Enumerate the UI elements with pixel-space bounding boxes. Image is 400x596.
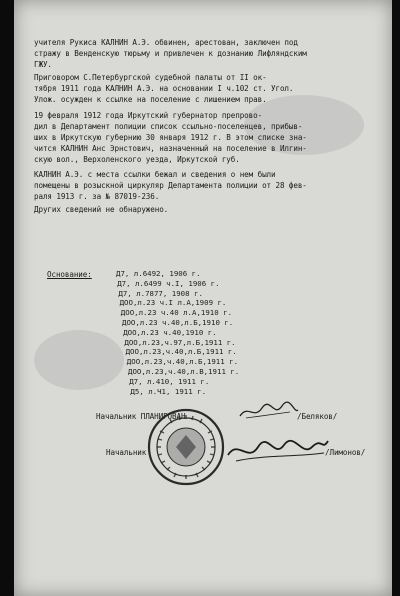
body-text-line: чится КАЛНИН Анс Эрнстович, назначенный на поселение в Илгин- — [34, 144, 307, 153]
basis-reference: ДОО,л.23,ч.40,л.Б,1911 г. — [125, 347, 237, 357]
round-seal-stamp — [146, 407, 226, 487]
body-text-line: дил в Департамент полиции список ссыльно-поселенцев, прибыв- — [34, 122, 303, 131]
signatory-name-2: /Лимонов/ — [325, 448, 366, 457]
basis-reference: ДОО,л.23 ч.40,л.Б,1910 г. — [122, 318, 234, 327]
basis-reference: ДОО,л.23 ч.40 л.А,1910 г. — [120, 308, 233, 318]
body-text-line: Улож. осужден к ссылке на поселение с лишением прав. — [34, 95, 267, 104]
body-text-line: скую вол., Верхоленского уезда, Иркутской губ. — [34, 155, 240, 164]
signatory-title-1: Начальник ПЛАНИРОВАН — [96, 412, 186, 421]
body-text-line: стражу в Венденскую тюрьму и привлечен к дознанию Лифляндским — [34, 49, 307, 58]
body-text-line: тября 1911 года КАЛНИН А.Э. на основании I ч.102 ст. Угол. — [34, 84, 294, 93]
basis-reference: Д5, л.Ч1, 1911 г. — [130, 386, 207, 396]
basis-reference: Д7, л.6499 ч.I, 1906 г. — [117, 278, 220, 288]
basis-reference: ДОО,л.23,ч.40,л.В,1911 г. — [128, 367, 240, 376]
signatory-name-1: /Беляков/ — [297, 412, 338, 421]
basis-reference: Д7, л.7877, 1908 г. — [118, 288, 203, 298]
body-text-line: 19 февраля 1912 года Иркутский губернатор препрово- — [34, 111, 263, 120]
basis-reference: ДОО,л.23 ч.40,1910 г. — [123, 327, 217, 337]
body-text-line: ших в Иркутскую губернию 30 января 1912 г. В этом списке зна- — [34, 133, 307, 142]
handwritten-signature-1 — [238, 400, 300, 422]
signatory-title-2: Начальник — [106, 448, 147, 457]
basis-reference: ДОО,л.23 ч.I л.А,1909 г. — [119, 298, 227, 308]
body-text-line: КАЛНИН А.Э. с места ссылки бежал и сведения о нем были — [34, 170, 276, 179]
body-text-line: раля 1913 г. за № 87019-236. — [34, 192, 160, 201]
document-page — [14, 0, 392, 596]
basis-reference: ДОО,л.23,ч.97,л.Б,1911 г. — [124, 337, 236, 347]
body-text-line: Других сведений не обнаружено. — [34, 205, 169, 214]
basis-reference: ДОО,л.23,ч.40,л.Б,1911 г. — [126, 357, 239, 367]
handwritten-signature-2 — [224, 433, 330, 467]
body-text-line: ГЖУ. — [34, 60, 52, 69]
body-text-line: помещены в розыскной циркуляр Департамента полиции от 28 фев- — [34, 181, 307, 190]
basis-reference: Д7, л.6492, 1906 г. — [116, 269, 201, 278]
body-text-line: учителя Рукиса КАЛНИН А.Э. обвинен, арестован, заключен под — [34, 38, 298, 47]
body-text-line: Приговором С.Петербургской судебной палаты от II ок- — [34, 73, 267, 82]
paper-smudge — [34, 330, 124, 390]
basis-reference: Д7, л.410, 1911 г. — [129, 376, 210, 386]
basis-label: Основание: — [47, 270, 92, 279]
